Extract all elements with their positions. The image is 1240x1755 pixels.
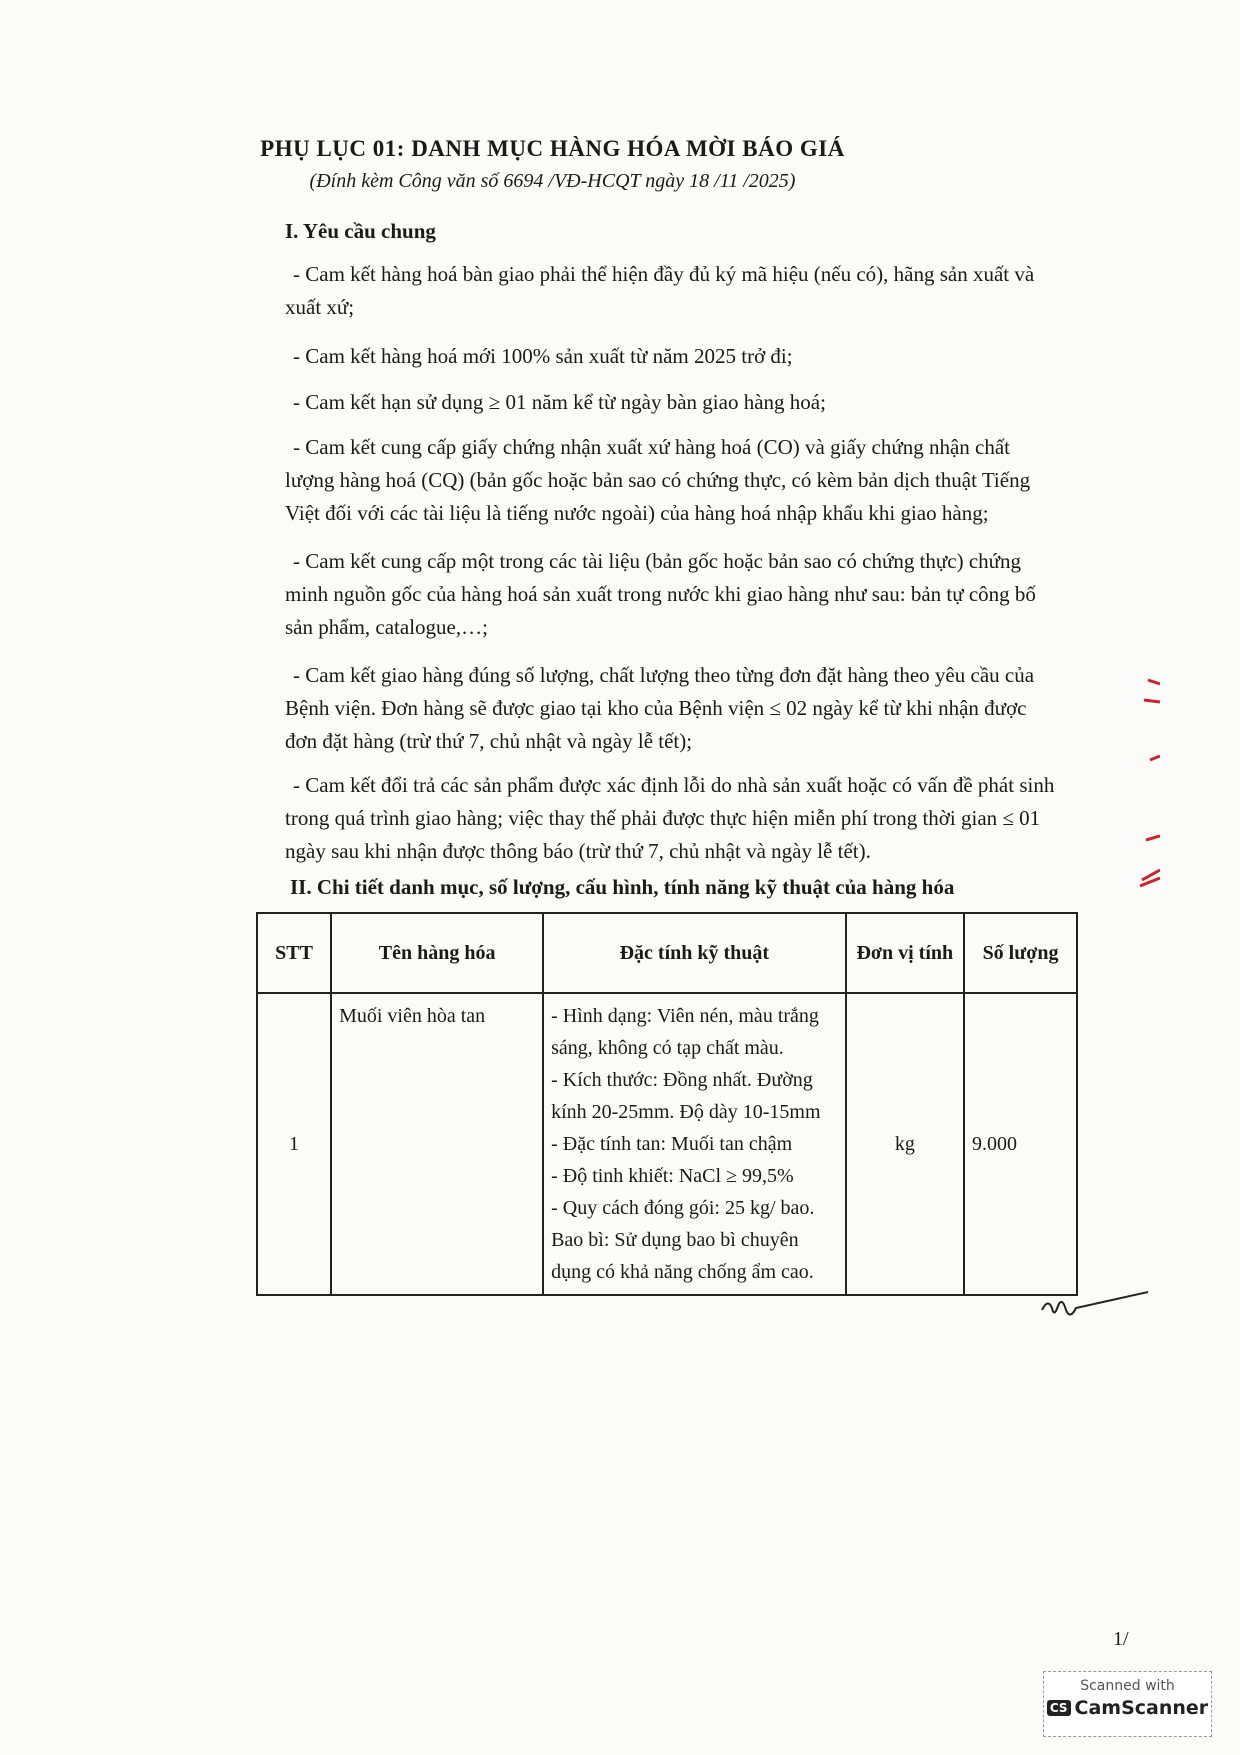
- header-name: Tên hàng hóa: [331, 913, 543, 993]
- cell-qty: 9.000: [964, 993, 1077, 1295]
- spec-line: - Quy cách đóng gói: 25 kg/ bao. Bao bì: Sử dụng bao bì chuyên dụng có khả năng chống ẩm cao.: [551, 1197, 815, 1283]
- section2-heading: II. Chi tiết danh mục, số lượng, cấu hình, tính năng kỹ thuật của hàng hóa: [290, 875, 955, 899]
- document-title: PHỤ LỤC 01: DANH MỤC HÀNG HÓA MỜI BÁO GIÁ: [260, 136, 845, 161]
- section1-heading: I. Yêu cầu chung: [285, 219, 436, 243]
- header-spec: Đặc tính kỹ thuật: [543, 913, 846, 993]
- cell-name: Muối viên hòa tan: [331, 993, 543, 1295]
- cell-stt: 1: [257, 993, 331, 1295]
- table-row: [257, 993, 1077, 1295]
- table-header-row: [257, 913, 1077, 993]
- document-subtitle: (Đính kèm Công văn số 6694 /VĐ-HCQT ngày 18 /11 /2025): [309, 170, 796, 192]
- cell-unit: kg: [846, 993, 964, 1295]
- header-stt: STT: [257, 913, 331, 993]
- header-qty: Số lượng: [964, 913, 1077, 993]
- watermark-caption: Scanned with: [1080, 1678, 1175, 1694]
- page-mark: 1/: [1113, 1628, 1129, 1650]
- spec-line: - Kích thước: Đồng nhất. Đường kính 20-25mm. Độ dày 10-15mm: [551, 1069, 821, 1123]
- camscanner-logo-icon: CS: [1047, 1700, 1071, 1716]
- goods-table: [256, 912, 1078, 1296]
- header-unit: Đơn vị tính: [846, 913, 964, 993]
- requirement-6: - Cam kết giao hàng đúng số lượng, chất lượng theo từng đơn đặt hàng theo yêu cầu của Bệnh viện. Đơn hàng sẽ được giao tại kho của Bệnh viện ≤ 02 ngày kể từ khi nhận được đơn đặt hàng (trừ thứ 7, chủ nhật và ngày lễ tết);: [285, 663, 1035, 753]
- requirement-3: - Cam kết hạn sử dụng ≥ 01 năm kể từ ngày bàn giao hàng hoá;: [293, 390, 826, 414]
- requirement-1: - Cam kết hàng hoá bàn giao phải thể hiện đầy đủ ký mã hiệu (nếu có), hãng sản xuất và xuất xứ;: [285, 262, 1035, 319]
- spec-line: - Độ tinh khiết: NaCl ≥ 99,5%: [551, 1165, 794, 1187]
- spec-line: - Đặc tính tan: Muối tan chậm: [551, 1133, 793, 1155]
- camscanner-watermark: [1043, 1671, 1212, 1737]
- cell-spec: [543, 993, 846, 1295]
- requirement-4: - Cam kết cung cấp giấy chứng nhận xuất xứ hàng hoá (CO) và giấy chứng nhận chất lượng hàng hoá (CQ) (bản gốc hoặc bản sao có chứng thực, có kèm bản dịch thuật Tiếng Việt đối với các tài liệu là tiếng nước ngoài) của hàng hoá nhập khẩu khi giao hàng;: [285, 435, 1031, 525]
- signature-mark: [1040, 1290, 1150, 1330]
- watermark-brand: [1044, 1697, 1211, 1719]
- spec-line: - Hình dạng: Viên nén, màu trắng sáng, không có tạp chất màu.: [551, 1005, 819, 1059]
- watermark-brand-text: CamScanner: [1074, 1697, 1209, 1719]
- requirement-7: - Cam kết đổi trả các sản phẩm được xác định lỗi do nhà sản xuất hoặc có vấn đề phát sinh trong quá trình giao hàng; việc thay thế phải được thực hiện miễn phí trong thời gian ≤ 01 ngày sau khi nhận được thông báo (trừ thứ 7, chủ nhật và ngày lễ tết).: [285, 773, 1055, 863]
- requirement-5: - Cam kết cung cấp một trong các tài liệu (bản gốc hoặc bản sao có chứng thực) chứng minh nguồn gốc của hàng hoá sản xuất trong nước khi giao hàng như sau: bản tự công bố sản phẩm, catalogue,…;: [285, 549, 1036, 639]
- requirement-2: - Cam kết hàng hoá mới 100% sản xuất từ năm 2025 trở đi;: [293, 344, 793, 368]
- red-stamp-edge: [1120, 670, 1160, 910]
